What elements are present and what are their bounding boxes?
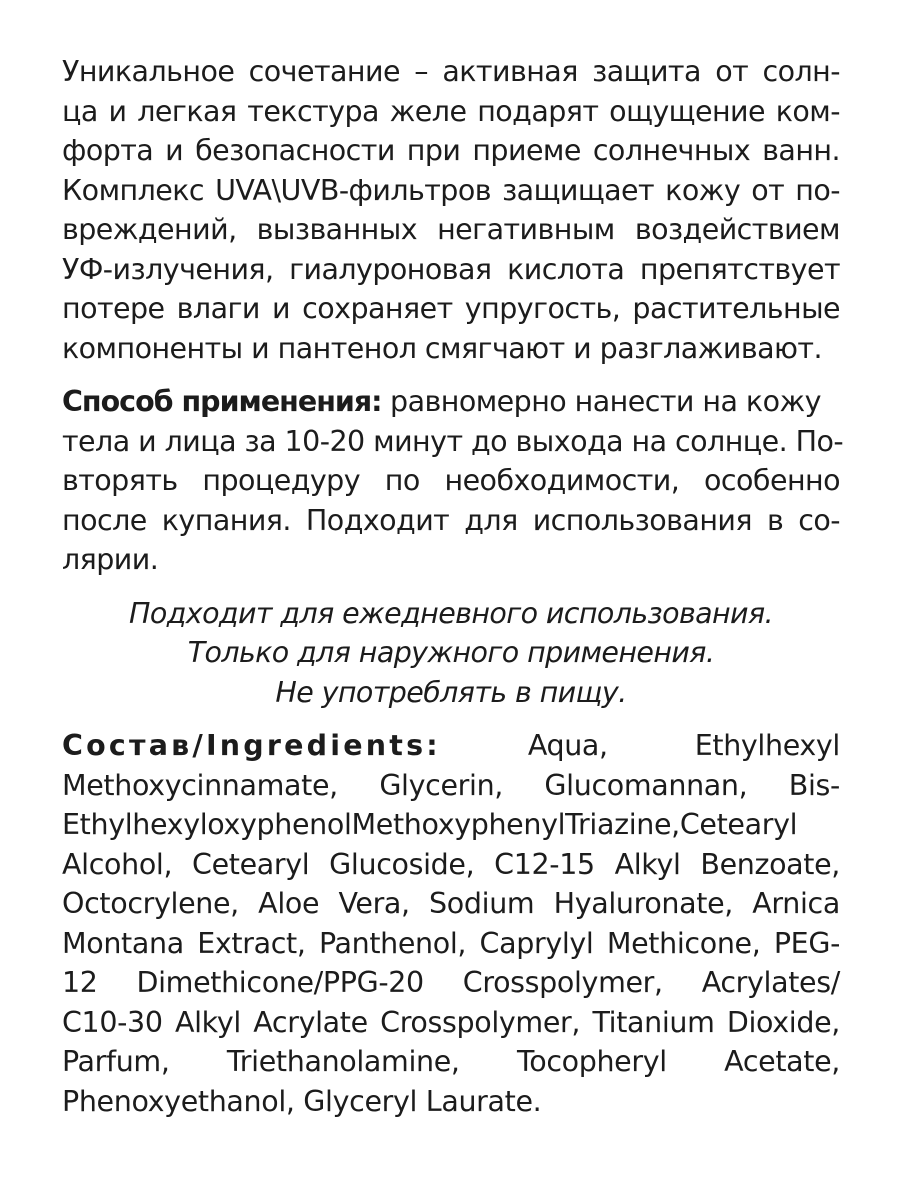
ingredients-line: C10-30 Alkyl Acrylate Crosspolymer, Titanium Dioxide, [62,1005,840,1039]
ingredients-list [62,726,840,1121]
ingredients-line: Montana Extract, Panthenol, Caprylyl Methicone, PEG- [62,926,840,960]
ingredients-line: Phenoxyethanol, Glyceryl Laurate. [62,1084,542,1118]
description-line: компоненты и пантенол смягчают и разглаживают. [62,331,822,365]
ingredients-label: Состав/Ingredients: [62,729,441,762]
ingredients-line: 12 Dimethicone/PPG-20 Crosspolymer, Acrylates/ [62,966,840,999]
label-text [62,52,844,1121]
description-line: Комплекс UVA\UVB-фильтров защищает кожу от по- [62,173,840,207]
description-line: вреждений, вызванных негативным воздействием [62,213,840,246]
description-line: форта и безопасности при приеме солнечных ванн. [62,134,840,167]
ingredients-line: Octocrylene, Aloe Vera, Sodium Hyaluronate, Arnica [62,887,840,920]
note-line: Не употреблять в пищу. [275,675,627,709]
ingredients-line: Parfum, Triethanolamine, Tocopheryl Acetate, [62,1045,840,1078]
usage-line: лярии. [62,543,159,576]
usage-line: после купания. Подходит для использования в со- [62,503,840,537]
ingredients-first-line [62,726,840,766]
note-line: Только для наружного применения. [187,636,715,669]
ingredients-line: EthylhexyloxyphenolMethoxyphenylTriazine,Cetearyl [62,808,798,841]
usage-line: вторять процедуру по необходимости, особенно [62,464,840,497]
usage-line: тела и лица за 10-20 минут до выхода на солнце. По- [62,424,844,458]
description-line: УФ-излучения, гиалуроновая кислота препятствует [62,252,840,286]
description-line: Уникальное сочетание – активная защита от солн- [62,55,840,88]
ingredients-first-text: Aqua, Ethylhexyl [440,729,840,762]
note-line: Подходит для ежедневного использования. [129,596,773,630]
usage-notes [62,594,840,713]
description-line: потере влаги и сохраняет упругость, растительные [62,292,840,325]
usage-label: Способ применения: [62,385,382,418]
usage-instructions [62,382,844,580]
ingredients-line: Alcohol, Cetearyl Glucoside, C12-15 Alkyl Benzoate, [62,847,840,881]
ingredients-line: Methoxycinnamate, Glycerin, Glucomannan, Bis- [62,768,840,802]
description-line: ца и легкая текстура желе подарят ощущение ком- [62,94,840,128]
usage-first-text: равномерно нанести на кожу [381,385,821,418]
usage-first-line [62,382,840,422]
product-description [62,52,840,368]
